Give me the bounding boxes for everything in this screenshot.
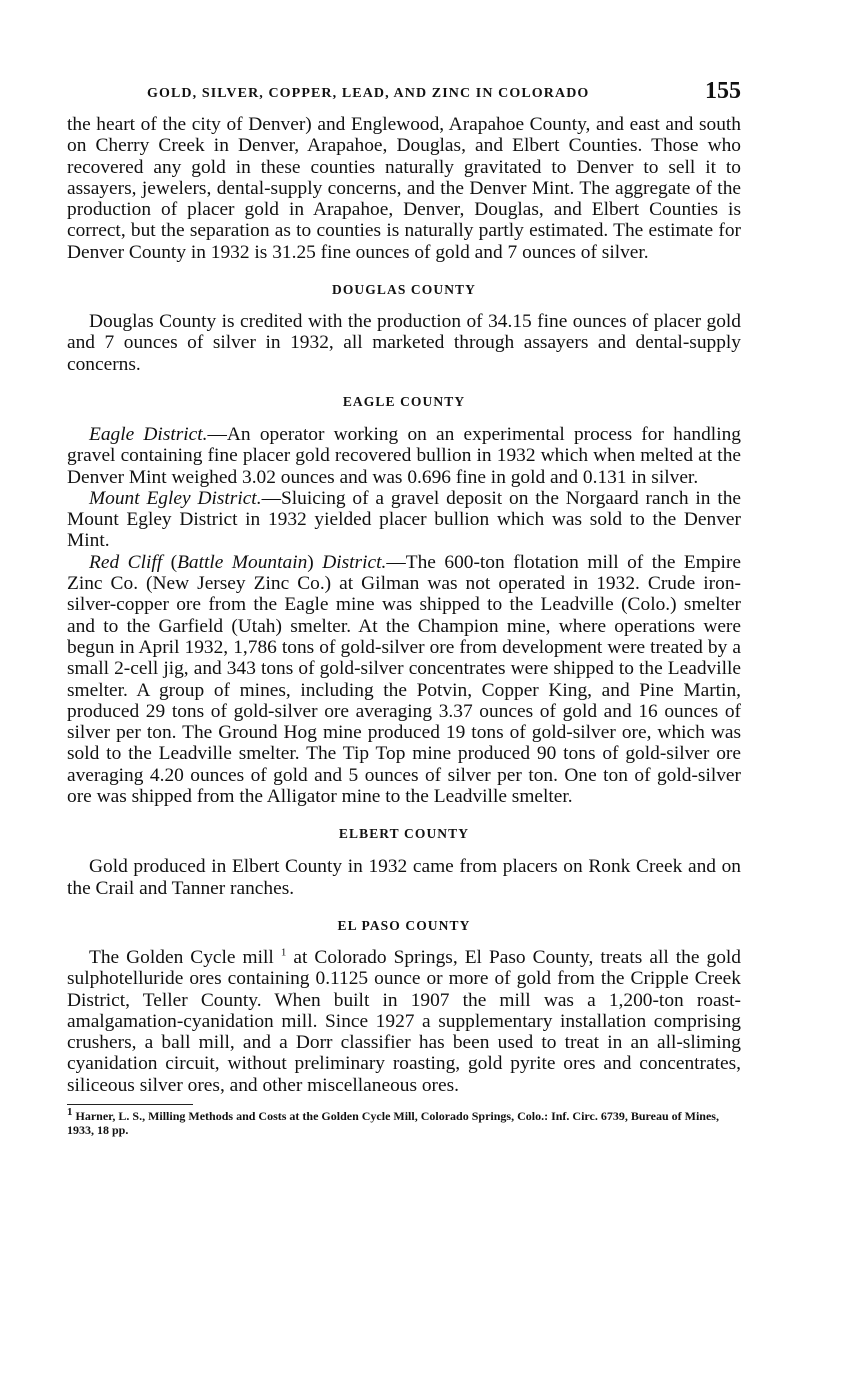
- running-title: GOLD, SILVER, COPPER, LEAD, AND ZINC IN COLORADO: [147, 86, 590, 101]
- intro-paragraph: the heart of the city of Denver) and Englewood, Arapahoe County, and east and south on Cherry Creek in Denver, Arapahoe, Douglas, and Elbert Counties. Those who recovered any gold in these counties naturally gravitated to Denver to sell it to assayers, jewelers, dental-supply concerns, and the Denver Mint. The aggregate of the production of placer gold in Arapahoe, Denver, Douglas, and Elbert Counties is correct, but the separation as to counties is naturally partly estimated. The estimate for Denver County in 1932 is 31.25 fine ounces of gold and 7 ounces of silver.: [67, 114, 741, 263]
- eagle-district-paragraph: [67, 424, 741, 488]
- el-paso-text-body: at Colorado Springs, El Paso County, treats all the gold sulphotelluride ores containing 0.1125 ounce or more of gold from the Cripple Creek District, Teller County. When built in 1907 the mill was a 1,200-ton roast-amalgamation-cyanidation mill. Since 1927 a supplementary installation comprising crushers, a ball mill, and a Dorr classifier has been used to treat in an all-sliming cyanidation circuit, without preliminary roasting, gold pyrite ores and concentrates, siliceous silver ores, and other miscellaneous ores.: [67, 946, 741, 1096]
- eagle-county-heading: EAGLE COUNTY: [342, 393, 466, 409]
- eagle-district-name: Eagle District.: [89, 423, 208, 445]
- page-number: 155: [705, 78, 741, 104]
- footnote-divider: [67, 1104, 193, 1105]
- red-cliff-text: —The 600-ton flotation mill of the Empire Zinc Co. (New Jersey Zinc Co.) at Gilman was not operated in 1932. Crude iron-silver-copper ore from the Eagle mine was shipped to the Leadville (Colo.) smelter and to the Garfield (Utah) smelter. At the Champion mine, where operations were begun in April 1932, 1,786 tons of gold-silver ore from development were treated by a small 2-cell jig, and 343 tons of gold-silver concentrates were shipped to the Leadville smelter. A group of mines, including the Potvin, Copper King, and Pine Martin, produced 29 tons of gold-silver ore averaging 3.37 ounces of gold and 16 ounces of silver per ton. The Ground Hog mine produced 19 tons of gold-silver ore, which was sold to the Leadville smelter. The Tip Top mine produced 90 tons of gold-silver ore averaging 4.20 ounces of gold and 5 ounces of silver per ton. One ton of gold-silver ore was shipped from the Alligator mine to the Leadville smelter.: [67, 551, 741, 808]
- el-paso-paragraph: [67, 947, 741, 1096]
- elbert-county-heading: ELBERT COUNTY: [338, 826, 470, 842]
- eagle-district-text: —An operator working on an experimental process for handling gravel containing fine placer gold recovered bullion in 1932 which when melted at the Denver Mint weighed 3.02 ounces and was 0.696 fine in gold and 0.131 in silver.: [67, 423, 741, 488]
- mount-egley-name: Mount Egley District.: [89, 487, 262, 509]
- douglas-paragraph: Douglas County is credited with the production of 34.15 fine ounces of placer gold and 7 ounces of silver in 1932, all marketed through assayers and dental-supply concerns.: [67, 311, 741, 375]
- mount-egley-text: —Sluicing of a gravel deposit on the Norgaard ranch in the Mount Egley District in 1932 yielded placer bullion which was sold to the Denver Mint.: [67, 487, 742, 552]
- battle-mountain-name: Battle Mountain: [177, 551, 308, 573]
- elbert-paragraph: Gold produced in Elbert County in 1932 came from placers on Ronk Creek and on the Crail and Tanner ranches.: [67, 856, 741, 899]
- document-page: [67, 78, 741, 1137]
- footnote: [67, 1105, 741, 1137]
- douglas-county-heading: DOUGLAS COUNTY: [331, 282, 477, 298]
- red-cliff-paragraph: Red Cliff (Battle Mountain) District.—The 600-ton flotation mill of the Empire Zinc Co. (New Jersey Zinc Co.) at Gilman was not operated in 1932. Crude iron-silver-copper ore from the Eagle mine was shipped to the Leadville (Colo.) smelter and to the Garfield (Utah) smelter. At the Champion mine, where operations were begun in April 1932, 1,786 tons of gold-silver ore from development were treated by a small 2-cell jig, and 343 tons of gold-silver concentrates were shipped to the Leadville smelter. A group of mines, including the Potvin, Copper King, and Pine Martin, produced 29 tons of gold-silver ore averaging 3.37 ounces of gold and 16 ounces of silver per ton. The Ground Hog mine produced 19 tons of gold-silver ore, which was sold to the Leadville smelter. The Tip Top mine produced 90 tons of gold-silver ore averaging 4.20 ounces of gold and 5 ounces of silver per ton. One ton of gold-silver ore was shipped from the Alligator mine to the Leadville smelter.: [67, 551, 741, 808]
- mount-egley-paragraph: [67, 488, 741, 552]
- red-cliff-name: Red Cliff: [89, 551, 163, 573]
- el-paso-text-lead: The Golden Cycle mill: [89, 946, 274, 968]
- red-cliff-district-label: District.: [322, 551, 387, 573]
- running-header: [67, 78, 741, 114]
- el-paso-county-heading: EL PASO COUNTY: [337, 917, 471, 933]
- footnote-reference: 1: [280, 946, 287, 959]
- footnote-text: Harner, L. S., Milling Methods and Costs at the Golden Cycle Mill, Colorado Springs, Colo.: Inf. Circ. 6739, Bureau of Mines, 1933, 18 pp.: [67, 1108, 719, 1137]
- footnote-marker: 1: [67, 1105, 73, 1118]
